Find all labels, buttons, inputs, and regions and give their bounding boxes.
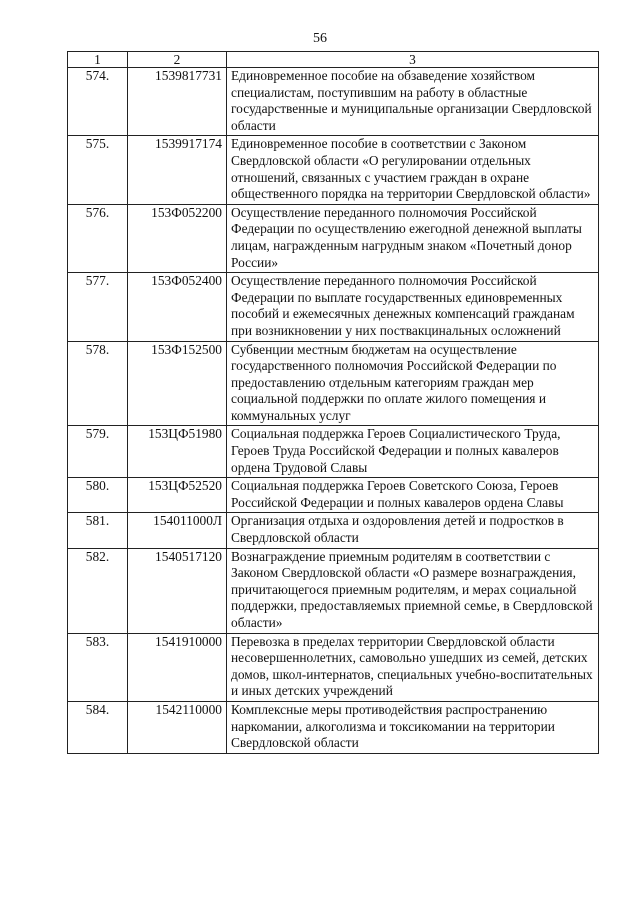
column-header-3: 3 [227, 52, 599, 68]
row-code: 1542110000 [128, 701, 227, 753]
row-code: 153ЦФ51980 [128, 426, 227, 478]
column-header-1: 1 [68, 52, 128, 68]
row-number: 581. [68, 513, 128, 548]
table-row [68, 478, 599, 513]
row-code: 153ЦФ52520 [128, 478, 227, 513]
table-header-row [68, 52, 599, 68]
row-description: Вознаграждение приемным родителям в соответствии с Законом Свердловской области «О размере вознаграждения, причитающегося приемным родителям, и мерах социальной поддержки, предоставляемых приемной семье, в Свердловской области» [227, 548, 599, 633]
row-description: Субвенции местным бюджетам на осуществление государственного полномочия Российской Федерации по предоставлению отдельным категориям граждан мер социальной поддержки по оплате жилого помещения и коммунальных услуг [227, 341, 599, 426]
row-number: 580. [68, 478, 128, 513]
row-number: 577. [68, 273, 128, 341]
row-code: 154011000Л [128, 513, 227, 548]
page-number: 56 [313, 31, 327, 46]
row-code: 1541910000 [128, 633, 227, 701]
row-number: 574. [68, 68, 128, 136]
table-row [68, 513, 599, 548]
row-description: Осуществление переданного полномочия Российской Федерации по осуществлению ежегодной денежной выплаты лицам, награжденным нагрудным знаком «Почетный донор России» [227, 204, 599, 272]
row-number: 582. [68, 548, 128, 633]
table-row [68, 341, 599, 426]
row-number: 584. [68, 701, 128, 753]
row-description: Организация отдыха и оздоровления детей и подростков в Свердловской области [227, 513, 599, 548]
table-row [68, 68, 599, 136]
budget-table [67, 51, 599, 754]
row-code: 153Ф052400 [128, 273, 227, 341]
row-number: 576. [68, 204, 128, 272]
row-code: 1539917174 [128, 136, 227, 204]
row-code: 1540517120 [128, 548, 227, 633]
table-row [68, 701, 599, 753]
table-row [68, 548, 599, 633]
row-code: 153Ф152500 [128, 341, 227, 426]
row-number: 583. [68, 633, 128, 701]
row-description: Социальная поддержка Героев Социалистического Труда, Героев Труда Российской Федерации и полных кавалеров ордена Трудовой Славы [227, 426, 599, 478]
table-row [68, 633, 599, 701]
row-description: Осуществление переданного полномочия Российской Федерации по выплате государственных единовременных пособий и ежемесячных денежных компенсаций гражданам при возникновении у них поствакцинальных осложнений [227, 273, 599, 341]
row-number: 579. [68, 426, 128, 478]
table-row [68, 426, 599, 478]
row-description: Комплексные меры противодействия распространению наркомании, алкоголизма и токсикомании на территории Свердловской области [227, 701, 599, 753]
table-row [68, 204, 599, 272]
row-code: 1539817731 [128, 68, 227, 136]
row-description: Перевозка в пределах территории Свердловской области несовершеннолетних, самовольно ушедших из семей, детских домов, школ-интернатов, специальных учебно-воспитательных и иных детских учреждений [227, 633, 599, 701]
row-number: 575. [68, 136, 128, 204]
column-header-2: 2 [128, 52, 227, 68]
row-description: Социальная поддержка Героев Советского Союза, Героев Российской Федерации и полных кавалеров ордена Славы [227, 478, 599, 513]
table-row [68, 136, 599, 204]
row-number: 578. [68, 341, 128, 426]
row-code: 153Ф052200 [128, 204, 227, 272]
row-description: Единовременное пособие на обзаведение хозяйством специалистам, поступившим на работу в областные государственные и муниципальные организации Свердловской области [227, 68, 599, 136]
row-description: Единовременное пособие в соответствии с Законом Свердловской области «О регулировании отдельных отношений, связанных с участием граждан в охране общественного порядка на территории Свердловской области» [227, 136, 599, 204]
table-row [68, 273, 599, 341]
